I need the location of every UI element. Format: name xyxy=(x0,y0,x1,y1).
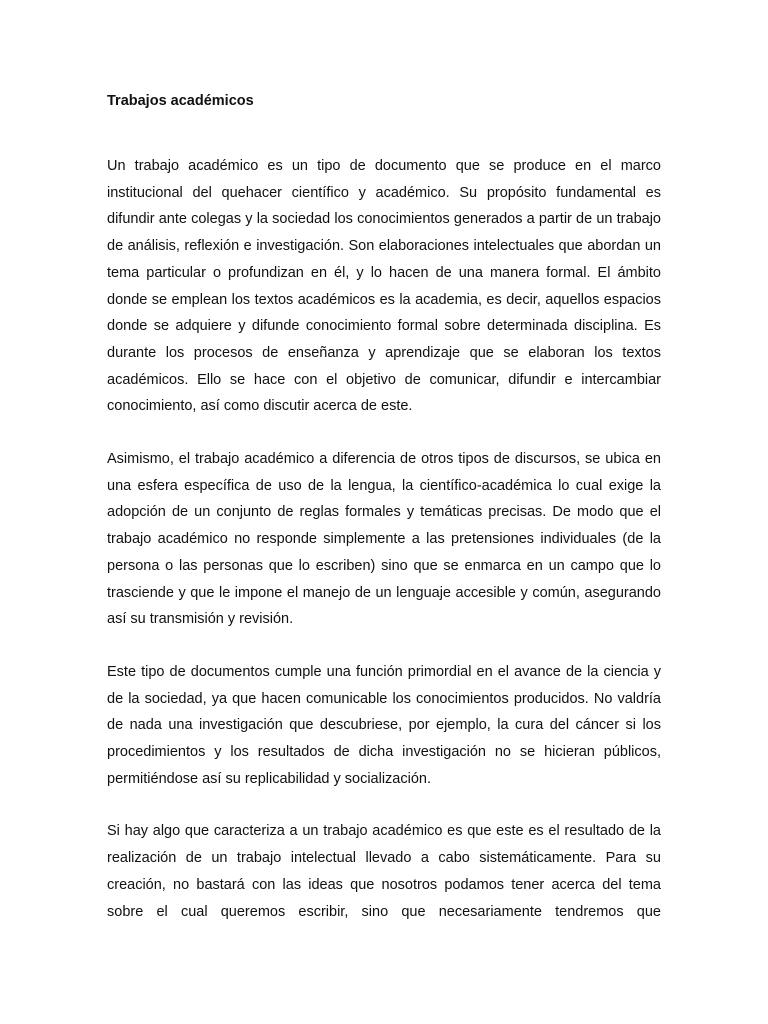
paragraph-1: Un trabajo académico es un tipo de documento que se produce en el marco institucional del quehacer científico y académico. Su propósito fundamental es difundir ante colegas y la sociedad los conocimientos generados a partir de un trabajo de análisis, reflexión e investigación. Son elaboraciones intelectuales que abordan un tema particular o profundizan en él, y lo hacen de una manera formal. El ámbito donde se emplean los textos académicos es la academia, es decir, aquellos espacios donde se adquiere y difunde conocimiento formal sobre determinada disciplina. Es durante los procesos de enseñanza y aprendizaje que se elaboran los textos académicos. Ello se hace con el objetivo de comunicar, difundir e intercambiar conocimiento, así como discutir acerca de este. xyxy=(107,158,661,415)
document-title: Trabajos académicos xyxy=(107,93,254,109)
paragraph-4: Si hay algo que caracteriza a un trabajo académico es que este es el resultado de la realización de un trabajo intelectual llevado a cabo sistemáticamente. Para su creación, no bastará con las ideas que nosotros podamos tener acerca del tema sobre el cual queremos escribir, sino que necesariamente tendremos que xyxy=(107,823,661,920)
paragraph-3: Este tipo de documentos cumple una función primordial en el avance de la ciencia y de la sociedad, ya que hacen comunicable los conocimientos producidos. No valdría de nada una investigación que descubriese, por ejemplo, la cura del cáncer si los procedimientos y los resultados de dicha investigación no se hicieran públicos, permitiéndose así su replicabilidad y socialización. xyxy=(107,663,661,787)
document-page xyxy=(107,90,661,925)
paragraph-2: Asimismo, el trabajo académico a diferencia de otros tipos de discursos, se ubica en una esfera específica de uso de la lengua, la científico-académica lo cual exige la adopción de un conjunto de reglas formales y temáticas precisas. De modo que el trabajo académico no responde simplemente a las pretensiones individuales (de la persona o las personas que lo escriben) sino que se enmarca en un campo que lo trasciende y que le impone el manejo de un lenguaje accesible y común, asegurando así su transmisión y revisión. xyxy=(107,451,661,628)
